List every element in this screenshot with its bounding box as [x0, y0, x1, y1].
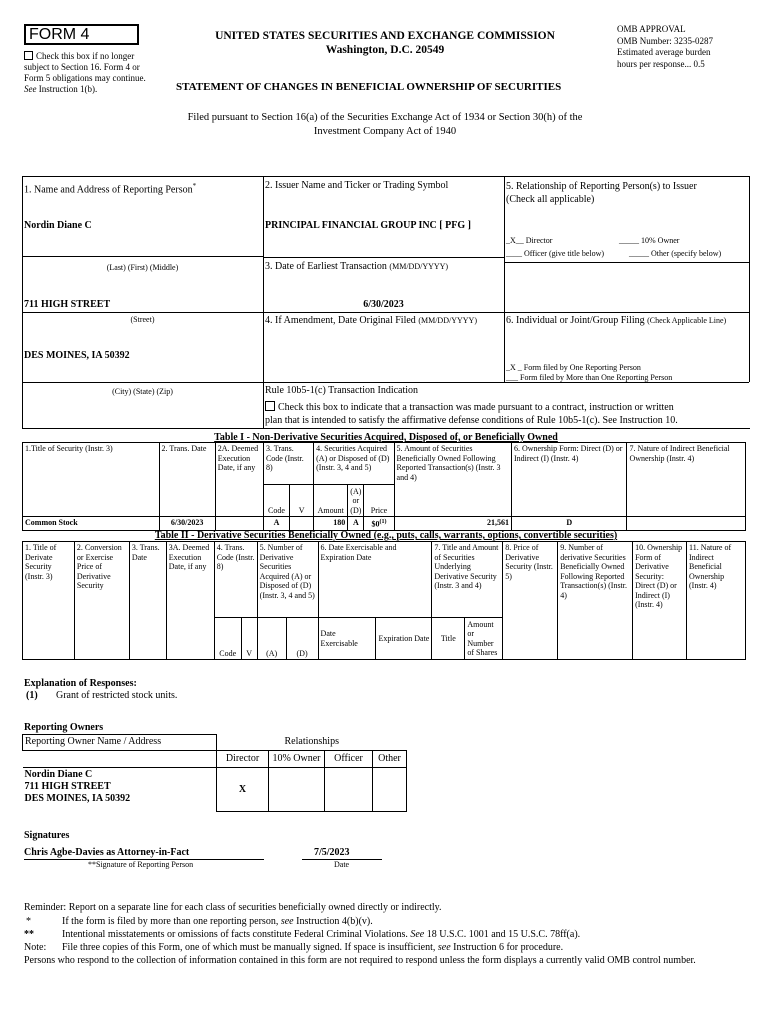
t1-row-owned: 21,561: [394, 517, 511, 531]
t1-sub-aord: (A) or (D): [348, 485, 364, 517]
t1-sub-price: Price: [364, 485, 394, 517]
relationship-ten-percent: _____ 10% Owner: [619, 236, 680, 245]
owners-col-other: Other: [373, 751, 407, 768]
signatures-title: Signatures: [24, 830, 70, 841]
t2-h7: 7. Title and Amount of Securities Underlying Derivative Security (Instr. 3 and 4): [432, 542, 503, 618]
name-hint: (Last) (First) (Middle): [106, 263, 179, 272]
issuer-name: PRINCIPAL FINANCIAL GROUP INC [ PFG ]: [265, 220, 471, 231]
agency-name: UNITED STATES SECURITIES AND EXCHANGE COMMISSION Washington, D.C. 20549: [215, 30, 555, 56]
box2-label: 2. Issuer Name and Ticker or Trading Symbol: [265, 180, 449, 191]
t2-sub-date-ex: Date Exercisable: [318, 618, 376, 660]
t1-h6: 6. Ownership Form: Direct (D) or Indirect (I) (Instr. 4): [512, 443, 627, 517]
footer-star2-mark: **: [24, 929, 34, 940]
owners-table: [22, 734, 407, 812]
t2-h6: 6. Date Exercisable and Expiration Date: [318, 542, 432, 618]
box3-label: 3. Date of Earliest Transaction (MM/DD/YYYY): [265, 261, 449, 272]
explanation-num: (1): [26, 690, 38, 701]
relationship-director: _X__ Director: [506, 236, 553, 245]
statement-title: STATEMENT OF CHANGES IN BENEFICIAL OWNERSHIP OF SECURITIES: [176, 81, 562, 93]
t2-h4: 4. Trans. Code (Instr. 8): [214, 542, 257, 618]
t1-row-form: D: [512, 517, 627, 531]
box5-label: 5. Relationship of Reporting Person(s) to Issuer (Check all applicable): [506, 181, 697, 205]
reporting-person-street: 711 HIGH STREET: [24, 299, 111, 310]
t1-row-date: 6/30/2023: [159, 517, 215, 531]
t1-h1: 1.Title of Security (Instr. 3): [23, 443, 160, 517]
filing-one-person: _X _ Form filed by One Reporting Person: [506, 363, 641, 372]
date-hint: Date: [334, 860, 350, 869]
t2-h3a: 3A. Deemed Execution Date, if any: [166, 542, 214, 660]
rule-10b5-text: Check this box to indicate that a transaction was made pursuant to a contract, instruction or written plan that is intended to satisfy the affirmative defense conditions of Rule 10b5-1(c). See Instruction 10.: [265, 402, 678, 426]
signature-name: Chris Agbe-Davies as Attorney-in-Fact: [24, 847, 190, 858]
box6-label: 6. Individual or Joint/Group Filing (Check Applicable Line): [506, 315, 727, 326]
reporting-person-city: DES MOINES, IA 50392: [24, 350, 130, 361]
t1-row-ad: A: [348, 517, 364, 531]
table1-title: Table I - Non-Derivative Securities Acquired, Disposed of, or Beneficially Owned: [214, 432, 558, 443]
t1-sub-v: V: [290, 485, 314, 517]
t1-h2: 2. Trans. Date: [159, 443, 215, 517]
t1-row-footnote: (1): [379, 519, 387, 525]
t2-h10: 10. Ownership Form of Derivative Security: Direct (D) or Indirect (I) (Instr. 4): [633, 542, 687, 660]
t2-h2: 2. Conversion or Exercise Price of Derivative Security: [74, 542, 129, 660]
t2-sub-v: V: [241, 618, 257, 660]
footer-persons-notice: Persons who respond to the collection of information contained in this form are not required to respond unless the form displays a currently valid OMB control number.: [24, 955, 696, 966]
t2-sub-exp: Expiration Date: [376, 618, 432, 660]
t2-sub-amount: Amount or Number of Shares: [465, 618, 503, 660]
filing-multiple-persons: ___ Form filed by More than One Reporting Person: [506, 373, 673, 382]
signature-date: 7/5/2023: [314, 847, 350, 858]
box4-label: 4. If Amendment, Date Original Filed (MM/DD/YYYY): [265, 315, 477, 326]
owners-col-relationships: Relationships: [284, 735, 339, 747]
t2-h3: 3. Trans. Date: [129, 542, 166, 660]
table2-title: Table II - Derivative Securities Beneficially Owned (e.g., puts, calls, warrants, options, convertible securities): [154, 530, 618, 541]
owners-col-ten: 10% Owner: [269, 751, 325, 768]
rule-10b5-title: Rule 10b5-1(c) Transaction Indication: [265, 385, 419, 396]
street-hint: (Street): [130, 315, 155, 324]
t1-row-code: A: [263, 517, 289, 531]
owner-name-address: Nordin Diane C 711 HIGH STREET DES MOINES, IA 50392: [23, 768, 217, 812]
t2-h1: 1. Title of Derivate Security (Instr. 3): [23, 542, 75, 660]
explanation-title: Explanation of Responses:: [24, 678, 137, 689]
t1-row-amount: 180: [314, 517, 348, 531]
t2-h11: 11. Nature of Indirect Beneficial Ownership (Instr. 4): [686, 542, 745, 660]
t2-h8: 8. Price of Derivative Security (Instr. 5): [503, 542, 558, 660]
t1-sub-code: Code: [263, 485, 289, 517]
reporting-person-name: Nordin Diane C: [24, 220, 92, 231]
footer-reminder: Reminder: Report on a separate line for each class of securities beneficially owned directly or indirectly.: [24, 902, 442, 913]
form-title: FORM 4: [29, 26, 90, 43]
table-row: [23, 517, 746, 531]
relationship-other: _____ Other (specify below): [629, 249, 722, 258]
table1: [22, 442, 746, 531]
owners-col-name: Reporting Owner Name / Address: [23, 735, 217, 751]
box1-label: 1. Name and Address of Reporting Person*: [24, 182, 197, 196]
t1-sub-amount: Amount: [314, 485, 348, 517]
t1-h2a: 2A. Deemed Execution Date, if any: [215, 443, 263, 517]
t1-h5: 5. Amount of Securities Beneficially Owned Following Reported Transaction(s) (Instr. 3 and 4): [394, 443, 511, 517]
t1-row-price: $0$^{(1)}$: [364, 517, 394, 531]
t2-h5: 5. Number of Derivative Securities Acquired (A) or Disposed of (D) (Instr. 3, 4 and 5): [257, 542, 318, 618]
footer-star2-text: Intentional misstatements or omissions of facts constitute Federal Criminal Violations. See 18 U.S.C. 1001 and 15 U.S.C. 78ff(a).: [62, 929, 581, 940]
t2-sub-d: (D): [286, 618, 318, 660]
owners-title: Reporting Owners: [24, 722, 104, 733]
t2-h9: 9. Number of derivative Securities Beneficially Owned Following Reported Transaction(s) (Instr. 4): [558, 542, 633, 660]
owners-col-officer: Officer: [325, 751, 373, 768]
rule-10b5-checkbox[interactable]: [265, 401, 275, 411]
earliest-transaction-date: 6/30/2023: [363, 299, 404, 310]
owner-director-mark: X: [217, 768, 269, 812]
form-title-box: [24, 24, 139, 45]
signature-hint: **Signature of Reporting Person: [88, 860, 194, 869]
owners-col-director: Director: [217, 751, 269, 768]
filed-pursuant-text: Filed pursuant to Section 16(a) of the Securities Exchange Act of 1934 or Section 30(h) of the Investment Company Act of 1940: [187, 112, 583, 137]
footer-star1-mark: *: [26, 916, 31, 927]
relationship-officer: ____ Officer (give title below): [506, 249, 605, 258]
table2: [22, 541, 746, 660]
no-longer-subject-checkbox[interactable]: [24, 51, 33, 60]
footer-note-label: Note:: [24, 942, 47, 953]
footer-note-text: File three copies of this Form, one of which must be manually signed. If space is insufficient, see Instruction 6 for procedure.: [62, 942, 564, 953]
no-longer-subject-notice: Check this box if no longer subject to Section 16. Form 4 or Form 5 obligations may continue. See Instruction 1(b).: [24, 51, 146, 94]
t2-sub-title: Title: [432, 618, 465, 660]
t2-sub-a: (A): [257, 618, 286, 660]
omb-approval: OMB APPROVAL OMB Number: 3235-0287 Estimated average burden hours per response... 0.5: [617, 24, 713, 69]
t1-h4: 4. Securities Acquired (A) or Disposed of (D) (Instr. 3, 4 and 5): [314, 443, 394, 485]
footer-star1-text: If the form is filed by more than one reporting person, see Instruction 4(b)(v).: [62, 916, 373, 927]
t1-row-title: Common Stock: [23, 517, 160, 531]
explanation-text: Grant of restricted stock units.: [56, 690, 178, 701]
t1-h7: 7. Nature of Indirect Beneficial Ownership (Instr. 4): [627, 443, 746, 517]
city-hint: (City) (State) (Zip): [112, 387, 173, 396]
table-row: [23, 768, 407, 812]
t2-sub-code: Code: [214, 618, 241, 660]
t1-h3: 3. Trans. Code (Instr. 8): [263, 443, 313, 485]
